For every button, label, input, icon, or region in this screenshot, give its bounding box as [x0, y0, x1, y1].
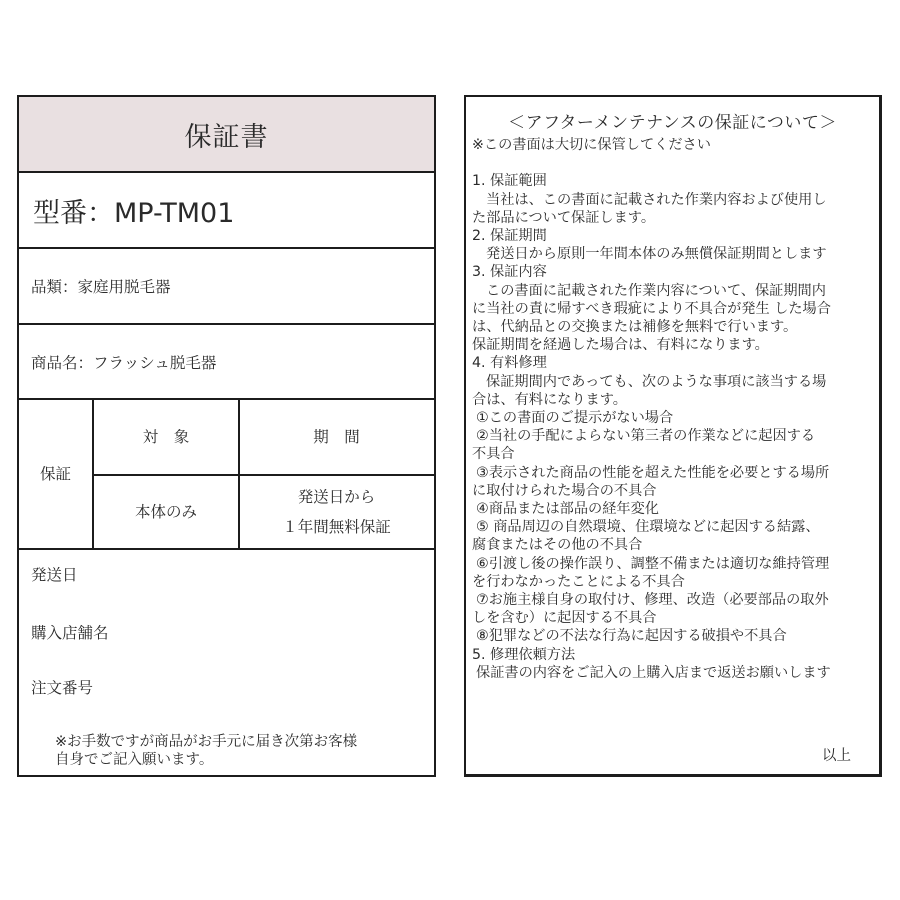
fill-in-note	[55, 733, 357, 769]
exclusion-item: ⑧犯罪などの不法な行為に起因する破損や不具合	[476, 628, 787, 645]
field-store-name: 購入店舗名	[31, 624, 109, 642]
product-name: 商品名：フラッシュ脱毛器	[31, 354, 217, 372]
section-text: 保証期間内であっても、次のような事項に該当する場	[486, 373, 827, 390]
section-text: 合は、有料になります。	[472, 391, 627, 408]
terms-card	[464, 95, 882, 777]
section-text: 発送日から原則一年間本体のみ無償保証期間とします	[486, 246, 827, 263]
exclusion-item: ①この書面のご提示がない場合	[476, 410, 674, 427]
section-title: 2. 保証期間	[472, 228, 547, 245]
exclusion-item-cont: 腐食またはその他の不具合	[472, 537, 643, 554]
warranty-card	[17, 95, 436, 777]
model-row	[19, 173, 434, 247]
terms-notice: ※この書面は大切に保管してください	[472, 137, 711, 154]
exclusion-item-cont: しを含む）に起因する不具合	[472, 610, 657, 627]
exclusion-item-cont: 不具合	[472, 446, 515, 463]
period-line-2: １年間無料保証	[282, 518, 391, 536]
header-period-text: 期 間	[313, 428, 360, 446]
note-line-2: 自身でご記入願います。	[55, 752, 214, 768]
terms-heading: ＜アフターメンテナンスの保証について＞	[508, 113, 837, 133]
section-text: 保証書の内容をご記入の上購入店まで返送お願いします	[476, 664, 831, 681]
target-value: 本体のみ	[134, 503, 197, 521]
section-text: この書面に記載された作業内容について、保証期間内	[486, 282, 826, 299]
section-title: 3. 保証内容	[472, 264, 547, 281]
warranty-label-text: 保証	[39, 465, 71, 483]
section-title: 5. 修理依頼方法	[472, 646, 576, 663]
warranty-title: 保証書	[184, 121, 269, 153]
model-number: 型番：MP-TM01	[33, 197, 235, 229]
field-ship-date: 発送日	[31, 566, 78, 584]
note-line-1: ※お手数ですが商品がお手元に届き次第お客様	[55, 734, 358, 750]
field-order-number: 注文番号	[31, 679, 94, 697]
category-row	[19, 249, 434, 323]
exclusion-item: ②当社の手配によらない第三者の作業などに起因する	[476, 428, 816, 445]
exclusion-item: ⑥引渡し後の操作誤り、調整不備または適切な維持管理	[476, 555, 830, 572]
section-text: 保証期間を経過した場合は、有料になります。	[472, 337, 769, 354]
exclusion-item-cont: に取付けられた場合の不具合	[472, 482, 657, 499]
exclusion-item: ④商品または部品の経年変化	[476, 501, 659, 518]
table-header-target	[94, 400, 238, 474]
exclusion-item-cont: を行わなかったことによる不具合	[472, 573, 685, 590]
table-cell-target	[94, 476, 238, 548]
table-cell-period	[240, 476, 433, 548]
section-text: に当社の責に帰すべき瑕疵により不具合が発生 した場合	[472, 300, 831, 317]
warranty-title-header	[19, 97, 434, 171]
section-text: 当社は、この書面に記載された作業内容および使用し	[486, 191, 827, 208]
period-line-1: 発送日から	[297, 488, 376, 506]
section-title: 4. 有料修理	[472, 355, 547, 372]
section-text: は、代納品との交換または補修を無料で行います。	[472, 319, 798, 336]
exclusion-item: ③表示された商品の性能を超えた性能を必要とする場所	[476, 464, 830, 481]
table-divider	[19, 548, 434, 550]
warranty-row-label	[19, 400, 92, 548]
table-header-period	[240, 400, 433, 474]
exclusion-item: ⑤ 商品周辺の自然環境、住環境などに起因する結露、	[476, 519, 820, 536]
product-category: 品類：家庭用脱毛器	[31, 278, 171, 296]
section-text: た部品について保証します。	[472, 209, 656, 226]
exclusion-item: ⑦お施主様自身の取付け、修理、改造（必要部品の取外	[476, 592, 829, 609]
header-target-text: 対 象	[142, 428, 190, 446]
section-title: 1. 保証範囲	[472, 173, 547, 190]
terms-body	[472, 114, 873, 682]
product-name-row	[19, 325, 434, 399]
closing-text: 以上	[822, 748, 851, 764]
